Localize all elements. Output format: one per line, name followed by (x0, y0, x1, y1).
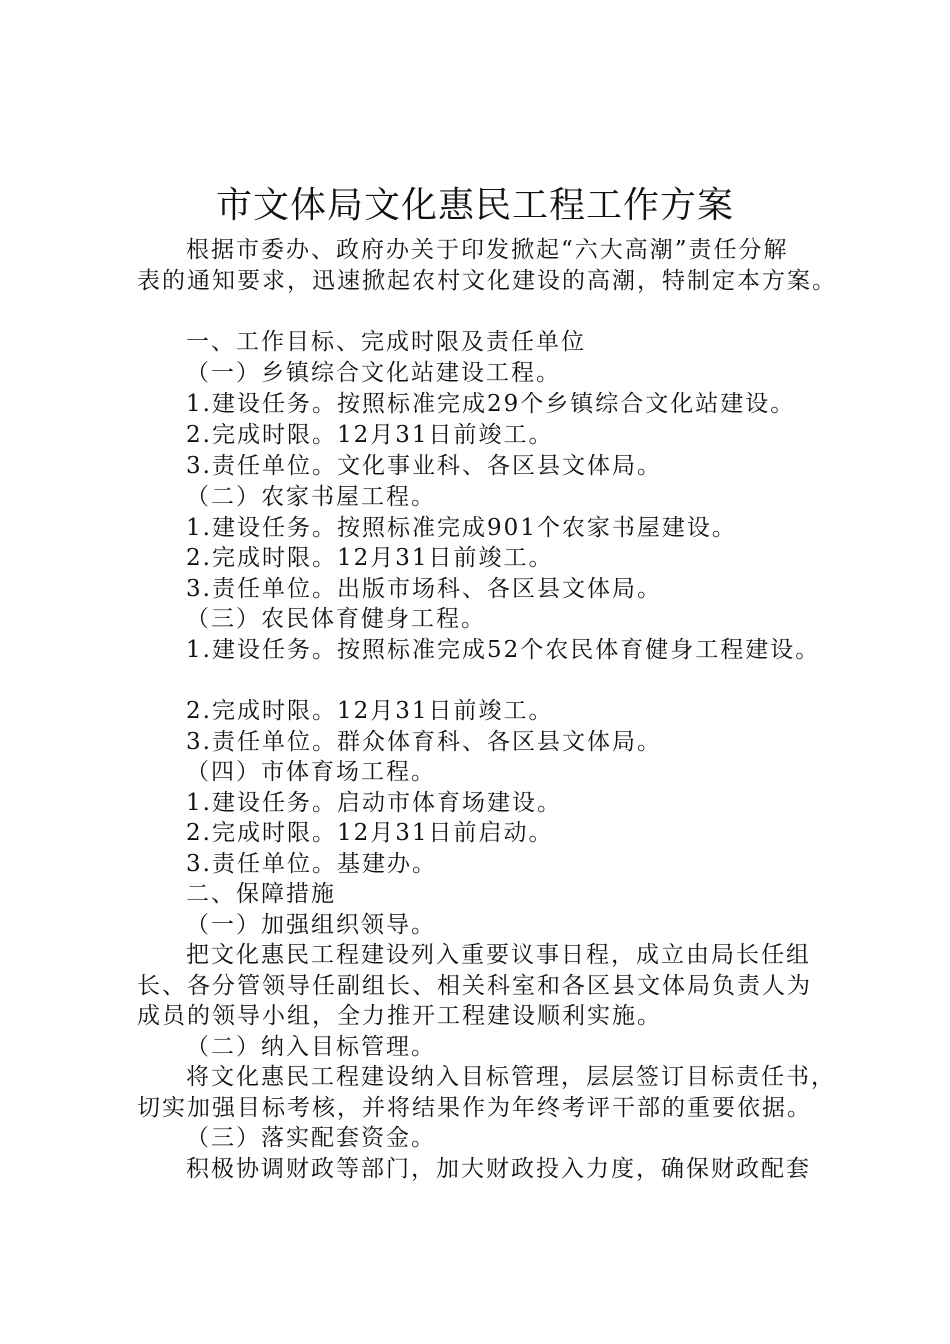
list-item: 2.完成时限。12月31日前竣工。 (186, 698, 554, 724)
paragraph-line: 将文化惠民工程建设纳入目标管理，层层签订目标责任书， (186, 1064, 836, 1090)
paragraph-intro-line-1: 根据市委办、政府办关于印发掀起“六大高潮”责任分解 (186, 237, 789, 263)
list-item: 3.责任单位。基建办。 (186, 851, 437, 877)
list-item: 2.完成时限。12月31日前竣工。 (186, 545, 554, 571)
section-heading-1: 一、工作目标、完成时限及责任单位 (186, 329, 586, 355)
list-item: 2.完成时限。12月31日前竣工。 (186, 422, 554, 448)
subsection-heading: （三）落实配套资金。 (186, 1125, 436, 1151)
subsection-heading: （四）市体育场工程。 (186, 759, 436, 785)
paragraph-line: 把文化惠民工程建设列入重要议事日程，成立由局长任组 (186, 942, 811, 968)
paragraph-line: 长、各分管领导任副组长、相关科室和各区县文体局负责人为 (137, 973, 812, 999)
paragraph-line: 成员的领导小组，全力推开工程建设顺利实施。 (137, 1003, 662, 1029)
subsection-heading: （一）乡镇综合文化站建设工程。 (186, 360, 561, 386)
list-item: 2.完成时限。12月31日前启动。 (186, 820, 554, 846)
subsection-heading: （二）农家书屋工程。 (186, 484, 436, 510)
document-title: 市文体局文化惠民工程工作方案 (215, 185, 734, 226)
paragraph-line: 积极协调财政等部门，加大财政投入力度，确保财政配套 (186, 1156, 811, 1182)
list-item: 1.建设任务。按照标准完成901个农家书屋建设。 (186, 515, 737, 541)
subsection-heading: （一）加强组织领导。 (186, 912, 436, 938)
list-item: 1.建设任务。按照标准完成52个农民体育健身工程建设。 (186, 637, 821, 663)
list-item: 1.建设任务。启动市体育场建设。 (186, 790, 562, 816)
section-heading-2: 二、保障措施 (186, 881, 336, 907)
paragraph-line: 切实加强目标考核，并将结果作为年终考评干部的重要依据。 (137, 1095, 812, 1121)
subsection-heading: （三）农民体育健身工程。 (186, 606, 486, 632)
list-item: 3.责任单位。出版市场科、各区县文体局。 (186, 576, 662, 602)
list-item: 3.责任单位。文化事业科、各区县文体局。 (186, 453, 662, 479)
subsection-heading: （二）纳入目标管理。 (186, 1034, 436, 1060)
list-item: 3.责任单位。群众体育科、各区县文体局。 (186, 729, 662, 755)
paragraph-intro-line-2: 表的通知要求，迅速掀起农村文化建设的高潮，特制定本方案。 (137, 268, 837, 294)
list-item: 1.建设任务。按照标准完成29个乡镇综合文化站建设。 (186, 391, 796, 417)
